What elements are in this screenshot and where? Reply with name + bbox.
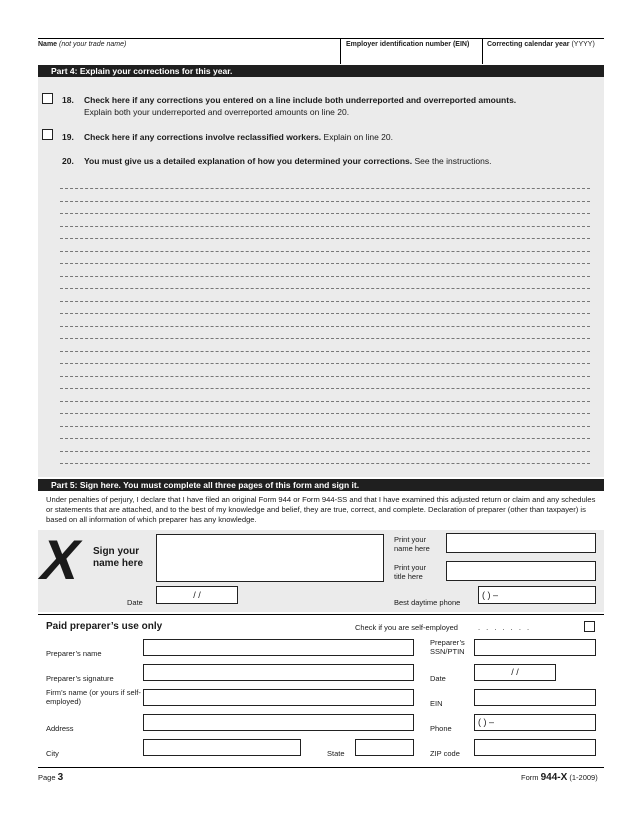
explanation-line bbox=[60, 288, 590, 289]
explanation-line bbox=[60, 213, 590, 214]
preparer-phone-label: Phone bbox=[430, 724, 452, 733]
preparer-ein-input[interactable] bbox=[474, 689, 596, 706]
year-field-label: Correcting calendar year (YYYY) bbox=[487, 41, 595, 48]
explanation-line bbox=[60, 201, 590, 202]
self-employed-dots: . . . . . . . bbox=[478, 623, 532, 632]
preparer-title: Paid preparer’s use only bbox=[46, 621, 163, 632]
line18-checkbox[interactable] bbox=[42, 93, 53, 104]
firm-name-label: Firm’s name (or yours if self-employed) bbox=[46, 688, 141, 706]
explanation-line bbox=[60, 313, 590, 314]
explanation-line bbox=[60, 401, 590, 402]
header-divider bbox=[340, 38, 341, 64]
zip-label: ZIP code bbox=[430, 749, 460, 758]
print-name-input[interactable] bbox=[446, 533, 596, 553]
explanation-line bbox=[60, 413, 590, 414]
name-field-label: Name (not your trade name) bbox=[38, 41, 127, 48]
explanation-line bbox=[60, 188, 590, 189]
zip-input[interactable] bbox=[474, 739, 596, 756]
explanation-line bbox=[60, 238, 590, 239]
print-name-label: Print your name here bbox=[394, 535, 430, 553]
line18-subtext: Explain both your underreported and overreported amounts on line 20. bbox=[84, 107, 350, 117]
signature-box[interactable] bbox=[156, 534, 384, 582]
preparer-signature-label: Preparer’s signature bbox=[46, 674, 114, 683]
preparer-signature-input[interactable] bbox=[143, 664, 414, 681]
explanation-line bbox=[60, 363, 590, 364]
preparer-ein-label: EIN bbox=[430, 699, 443, 708]
header-top-rule bbox=[38, 38, 604, 39]
daytime-phone-input[interactable]: ( ) – bbox=[478, 586, 596, 604]
explanation-line bbox=[60, 338, 590, 339]
explanation-line bbox=[60, 426, 590, 427]
ein-field-label: Employer identification number (EIN) bbox=[346, 41, 470, 48]
perjury-declaration: Under penalties of perjury, I declare that I have filed an original Form 944 or Form 944-SS and that I have examined this adjusted return or claim and any schedules or statements that are attached, and to the best of my knowledge and belief, they are true, correct, and complete. Declaration of preparer (other than taxpayer) is based on all information of which preparer has any knowledge. bbox=[46, 495, 596, 524]
sign-x-mark: X bbox=[34, 528, 88, 591]
line18-number: 18. bbox=[62, 95, 74, 105]
daytime-phone-label: Best daytime phone bbox=[394, 598, 461, 607]
line19-text: Check here if any corrections involve reclassified workers. Explain on line 20. bbox=[84, 132, 393, 142]
line20-text: You must give us a detailed explanation of how you determined your corrections. See the instructions. bbox=[84, 156, 492, 166]
preparer-top-rule bbox=[38, 614, 604, 615]
preparer-date-input[interactable]: / / bbox=[474, 664, 556, 681]
preparer-ssn-input[interactable] bbox=[474, 639, 596, 656]
explanation-line bbox=[60, 301, 590, 302]
explanation-line bbox=[60, 276, 590, 277]
line18-text: Check here if any corrections you entered on a line include both underreported and overreported amounts. bbox=[84, 95, 517, 105]
state-label: State bbox=[327, 749, 345, 758]
print-title-label: Print your title here bbox=[394, 563, 427, 581]
city-input[interactable] bbox=[143, 739, 301, 756]
self-employed-label: Check if you are self-employed bbox=[355, 623, 458, 632]
explanation-line bbox=[60, 376, 590, 377]
explanation-line bbox=[60, 388, 590, 389]
explanation-line bbox=[60, 351, 590, 352]
preparer-date-label: Date bbox=[430, 674, 446, 683]
part4-header-bar bbox=[38, 65, 604, 77]
part5-header-bar bbox=[38, 479, 604, 491]
footer-rule bbox=[38, 767, 604, 768]
line19-number: 19. bbox=[62, 132, 74, 142]
form-identifier: Form 944-X (1-2009) bbox=[521, 772, 598, 783]
sign-date-input[interactable]: / / bbox=[156, 586, 238, 604]
explanation-line bbox=[60, 438, 590, 439]
explanation-line bbox=[60, 251, 590, 252]
address-label: Address bbox=[46, 724, 74, 733]
part4-title: Part 4: Explain your corrections for this year. bbox=[51, 66, 233, 76]
sign-name-label: Sign your name here bbox=[93, 546, 144, 569]
preparer-ssn-label: Preparer’s SSN/PTIN bbox=[430, 638, 465, 656]
part5-title: Part 5: Sign here. You must complete all three pages of this form and sign it. bbox=[51, 480, 360, 490]
preparer-name-label: Preparer’s name bbox=[46, 649, 102, 658]
header-divider bbox=[482, 38, 483, 64]
address-input[interactable] bbox=[143, 714, 414, 731]
explanation-line bbox=[60, 463, 590, 464]
preparer-name-input[interactable] bbox=[143, 639, 414, 656]
line19-checkbox[interactable] bbox=[42, 129, 53, 140]
sign-date-label: Date bbox=[127, 598, 143, 607]
city-label: City bbox=[46, 749, 59, 758]
firm-name-input[interactable] bbox=[143, 689, 414, 706]
self-employed-checkbox[interactable] bbox=[584, 621, 595, 632]
preparer-phone-input[interactable]: ( ) – bbox=[474, 714, 596, 731]
page-number: Page 3 bbox=[38, 772, 64, 783]
explanation-line bbox=[60, 263, 590, 264]
print-title-input[interactable] bbox=[446, 561, 596, 581]
explanation-line bbox=[60, 326, 590, 327]
state-input[interactable] bbox=[355, 739, 414, 756]
line20-number: 20. bbox=[62, 156, 74, 166]
explanation-line bbox=[60, 451, 590, 452]
explanation-line bbox=[60, 226, 590, 227]
